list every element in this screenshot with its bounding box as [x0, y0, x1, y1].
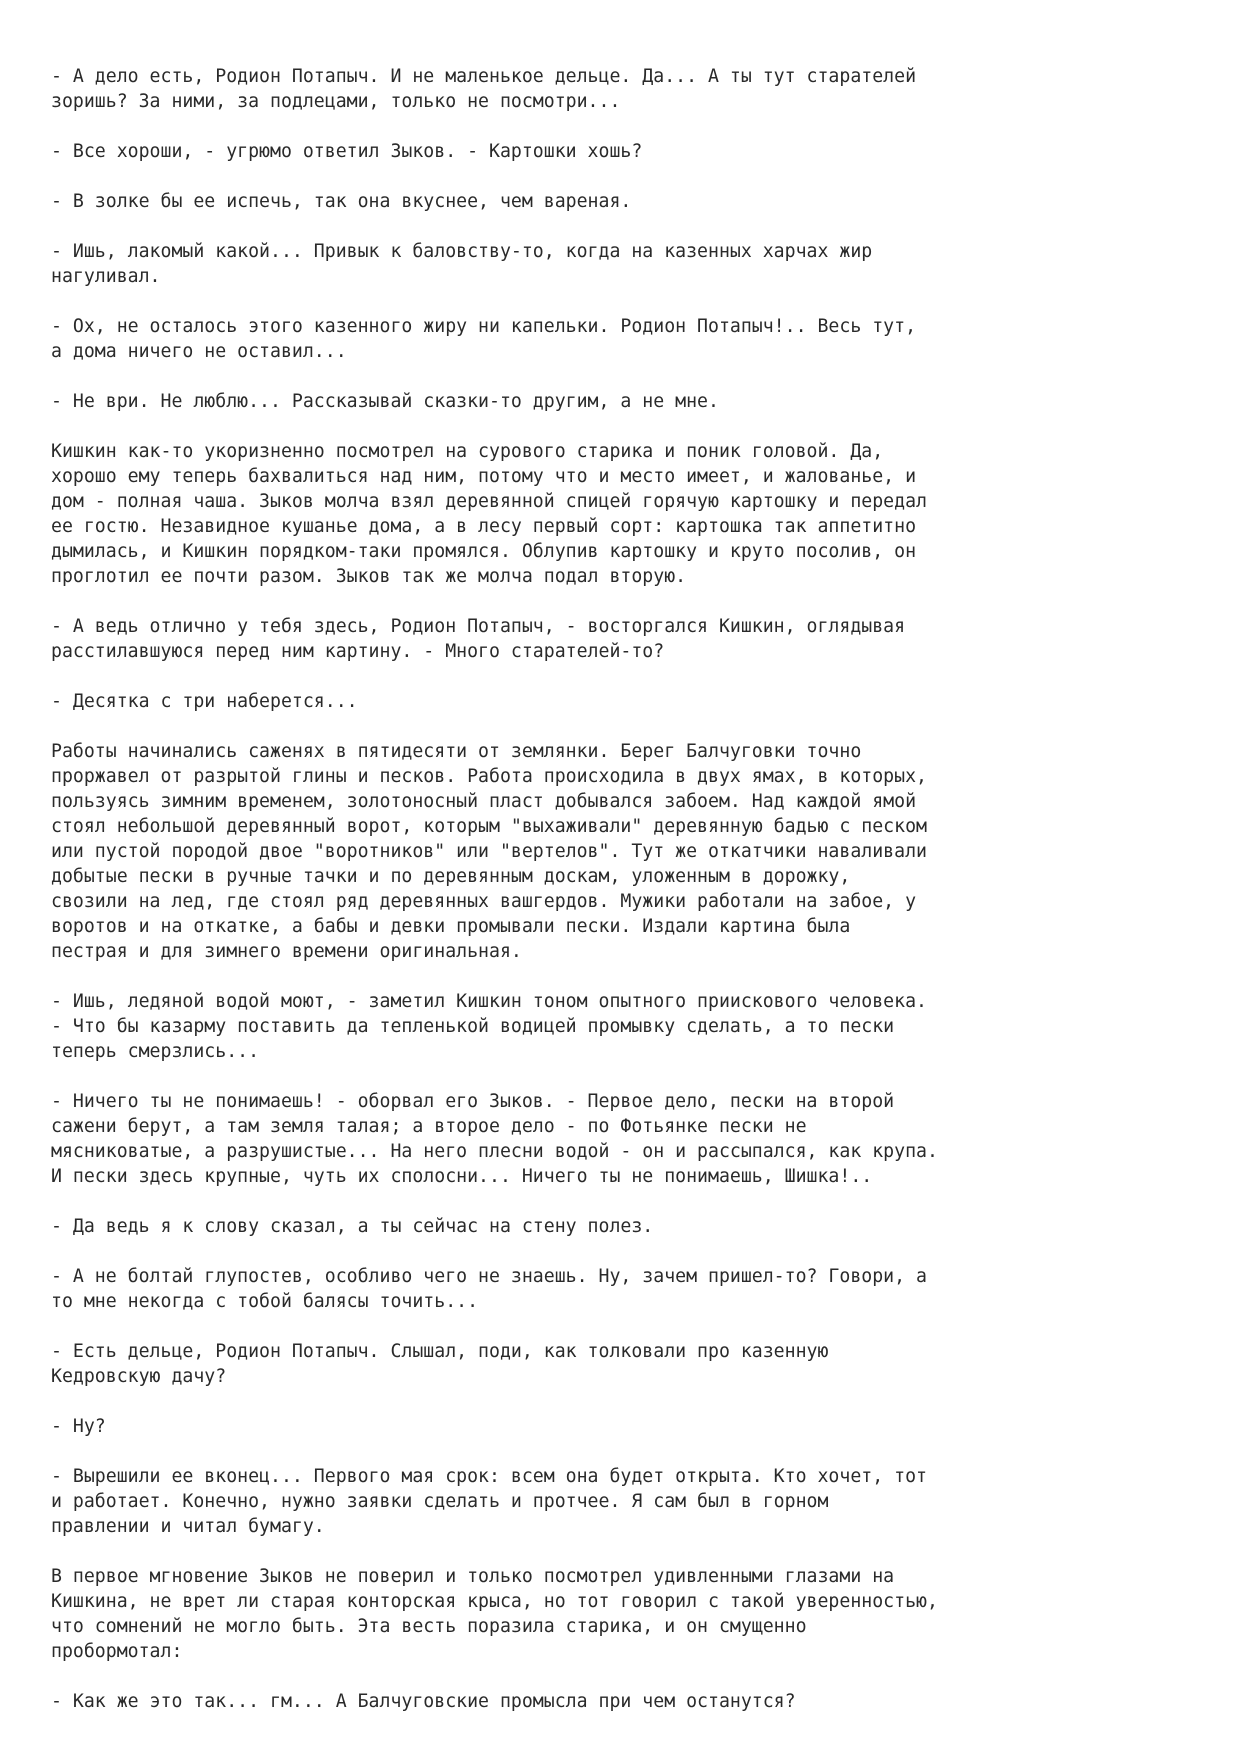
text-line: Кедровскую дачу? — [51, 1366, 227, 1387]
paragraph — [51, 1414, 1191, 1439]
text-line: или пустой породой двое "воротников" или "вертелов". Тут же откатчики наваливали — [51, 841, 927, 862]
text-line: - Не ври. Не люблю... Рассказывай сказки-то другим, а не мне. — [51, 391, 719, 412]
text-line: - Вырешили ее вконец... Первого мая срок: всем она будет открыта. Кто хочет, тот — [51, 1466, 927, 1487]
text-line: - А ведь отлично у тебя здесь, Родион Потапыч, - восторгался Кишкин, оглядывая — [51, 616, 906, 637]
paragraph — [51, 139, 1191, 164]
paragraph — [51, 689, 1191, 714]
document-text — [51, 64, 1191, 1739]
paragraph — [51, 1339, 1191, 1389]
text-line: мясниковатые, а разрушистые... На него плесни водой - он и рассыпался, как крупа. — [51, 1141, 938, 1162]
paragraph — [51, 1689, 1191, 1714]
text-line: - Есть дельце, Родион Потапыч. Слышал, поди, как толковали про казенную — [51, 1341, 829, 1362]
text-line: проглотил ее почти разом. Зыков так же молча подал вторую. — [51, 566, 687, 587]
paragraph — [51, 389, 1191, 414]
text-line: а дома ничего не оставил... — [51, 341, 347, 362]
text-line: пробормотал: — [51, 1641, 183, 1662]
text-line: расстилавшуюся перед ним картину. - Много старателей-то? — [51, 641, 665, 662]
paragraph — [51, 1264, 1191, 1314]
text-line: дымилась, и Кишкин порядком-таки промялся. Облупив картошку и круто посолив, он — [51, 541, 917, 562]
text-line: стоял небольшой деревянный ворот, которым "выхаживали" деревянную бадью с песком — [51, 816, 927, 837]
paragraph — [51, 1214, 1191, 1239]
paragraph — [51, 1564, 1191, 1664]
text-line: проржавел от разрытой глины и песков. Работа происходила в двух ямах, в которых, — [51, 766, 927, 787]
text-line: И пески здесь крупные, чуть их сполосни... Ничего ты не понимаешь, Шишка!.. — [51, 1166, 873, 1187]
paragraph — [51, 989, 1191, 1064]
text-line: Работы начинались саженях в пятидесяти от землянки. Берег Балчуговки точно — [51, 741, 862, 762]
paragraph — [51, 439, 1191, 589]
text-line: пестрая и для зимнего времени оригинальная. — [51, 941, 522, 962]
text-line: свозили на лед, где стоял ряд деревянных вашгердов. Мужики работали на забое, у — [51, 891, 917, 912]
text-line: - Ишь, ледяной водой моют, - заметил Кишкин тоном опытного приискового человека. — [51, 991, 927, 1012]
text-line: правлении и читал бумагу. — [51, 1516, 325, 1537]
paragraph — [51, 64, 1191, 114]
text-line: дом - полная чаша. Зыков молча взял деревянной спицей горячую картошку и передал — [51, 491, 927, 512]
paragraph — [51, 239, 1191, 289]
text-line: Кишкин как-то укоризненно посмотрел на сурового старика и поник головой. Да, — [51, 441, 884, 462]
text-line: добытые пески в ручные тачки и по деревянным доскам, уложенным в дорожку, — [51, 866, 851, 887]
text-line: и работает. Конечно, нужно заявки сделать и протчее. Я сам был в горном — [51, 1491, 829, 1512]
paragraph — [51, 614, 1191, 664]
text-line: нагуливал. — [51, 266, 161, 287]
text-line: - А дело есть, Родион Потапыч. И не маленькое дельце. Да... А ты тут старателей — [51, 66, 917, 87]
text-line: сажени берут, а там земля талая; а второе дело - по Фотьянке пески не — [51, 1116, 807, 1137]
text-line: - А не болтай глупостев, особливо чего не знаешь. Ну, зачем пришел-то? Говори, а — [51, 1266, 927, 1287]
text-line: - Как же это так... гм... А Балчуговские промысла при чем останутся? — [51, 1691, 796, 1712]
text-line: пользуясь зимним временем, золотоносный пласт добывался забоем. Над каждой ямой — [51, 791, 917, 812]
paragraph — [51, 189, 1191, 214]
text-line: - В золке бы ее испечь, так она вкуснее, чем вареная. — [51, 191, 632, 212]
text-line: хорошо ему теперь бахвалиться над ним, потому что и место имеет, и жалованье, и — [51, 466, 917, 487]
text-line: Кишкина, не врет ли старая конторская крыса, но тот говорил с такой уверенностью, — [51, 1591, 938, 1612]
paragraph — [51, 1464, 1191, 1539]
text-line: ее гостю. Незавидное кушанье дома, а в лесу первый сорт: картошка так аппетитно — [51, 516, 917, 537]
text-line: воротов и на откатке, а бабы и девки промывали пески. Издали картина была — [51, 916, 851, 937]
text-line: зоришь? За ними, за подлецами, только не посмотри... — [51, 91, 621, 112]
text-line: - Ох, не осталось этого казенного жиру ни капельки. Родион Потапыч!.. Весь тут, — [51, 316, 917, 337]
text-line: теперь смерзлись... — [51, 1041, 260, 1062]
text-line: - Что бы казарму поставить да тепленькой водицей промывку сделать, а то пески — [51, 1016, 895, 1037]
paragraph — [51, 1089, 1191, 1189]
text-line: - Ну? — [51, 1416, 106, 1437]
text-line: - Да ведь я к слову сказал, а ты сейчас на стену полез. — [51, 1216, 654, 1237]
paragraph — [51, 314, 1191, 364]
text-line: - Все хороши, - угрюмо ответил Зыков. - Картошки хошь? — [51, 141, 643, 162]
text-line: - Ничего ты не понимаешь! - оборвал его Зыков. - Первое дело, пески на второй — [51, 1091, 895, 1112]
text-line: - Десятка с три наберется... — [51, 691, 358, 712]
text-line: что сомнений не могло быть. Эта весть поразила старика, и он смущенно — [51, 1616, 807, 1637]
text-line: то мне некогда с тобой балясы точить... — [51, 1291, 479, 1312]
paragraph — [51, 739, 1191, 964]
text-line: В первое мгновение Зыков не поверил и только посмотрел удивленными глазами на — [51, 1566, 895, 1587]
text-line: - Ишь, лакомый какой... Привык к баловству-то, когда на казенных харчах жир — [51, 241, 873, 262]
